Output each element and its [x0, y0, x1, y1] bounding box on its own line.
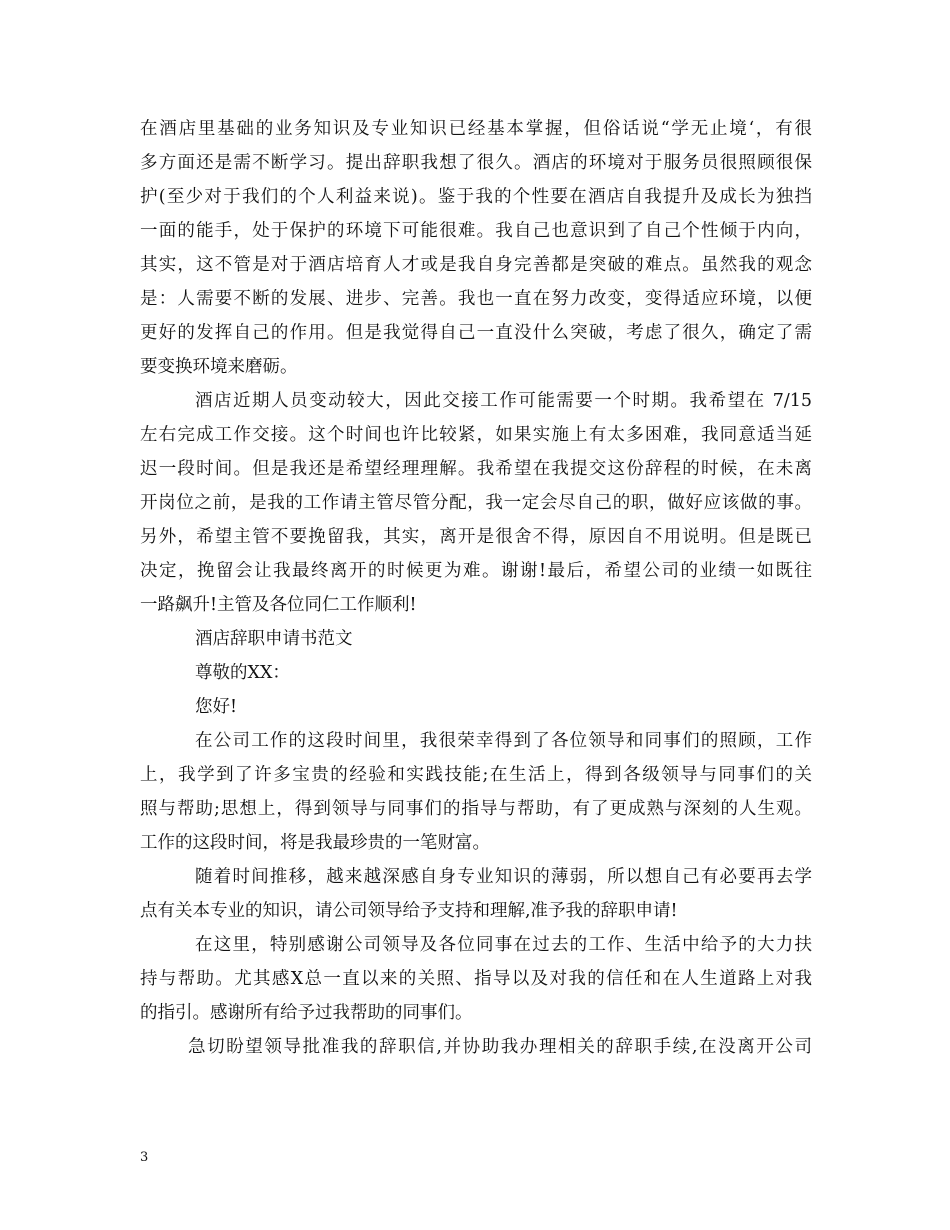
greeting: 您好!	[195, 697, 238, 717]
paragraph-line: 更好的发挥自己的作用。但是我觉得自己一直没什么突破，考虑了很久，确定了需	[140, 323, 812, 343]
paragraph-line: 在这里，特别感谢公司领导及各位同事在过去的工作、生活中给予的大力扶	[195, 935, 812, 955]
paragraph-line: 开岗位之前，是我的工作请主管尽管分配，我一定会尽自己的职，做好应该做的事。	[140, 493, 812, 513]
paragraph-line: 点有关本专业的知识，请公司领导给予支持和理解,准予我的辞职申请!	[140, 901, 678, 921]
paragraph-line: 护(至少对于我们的个人利益来说)。鉴于我的个性要在酒店自我提升及成长为独挡	[140, 187, 812, 207]
paragraph-line: 是：人需要不断的发展、进步、完善。我也一直在努力改变，变得适应环境，以便	[140, 289, 812, 309]
paragraph-line: 酒店近期人员变动较大，因此交接工作可能需要一个时期。我希望在 7/15	[195, 391, 812, 411]
paragraph-line: 一路飙升!主管及各位同仁工作顺利!	[140, 595, 417, 615]
paragraph-line: 照与帮助;思想上，得到领导与同事们的指导与帮助，有了更成熟与深刻的人生观。	[140, 799, 812, 819]
paragraph-line: 要变换环境来磨砺。	[140, 357, 298, 377]
paragraph-line: 决定，挽留会让我最终离开的时候更为难。谢谢!最后，希望公司的业绩一如既往	[140, 561, 812, 581]
paragraph-line: 另外，希望主管不要挽留我，其实，离开是很舍不得，原因自不用说明。但是既已	[140, 527, 812, 547]
paragraph-line: 迟一段时间。但是我还是希望经理理解。我希望在我提交这份辞程的时候，在未离	[140, 459, 812, 479]
paragraph-line: 急切盼望领导批准我的辞职信,并协助我办理相关的辞职手续,在没离开公司	[188, 1037, 812, 1057]
paragraph-line: 左右完成工作交接。这个时间也许比较紧，如果实施上有太多困难，我同意适当延	[140, 425, 812, 445]
paragraph-line: 一面的能手，处于保护的环境下可能很难。我自己也意识到了自己个性倾于内向，	[140, 221, 812, 241]
paragraph-line: 的指引。感谢所有给予过我帮助的同事们。	[140, 1003, 473, 1023]
page-number: 3	[140, 1150, 149, 1165]
paragraph-line: 工作的这段时间，将是我最珍贵的一笔财富。	[140, 833, 490, 853]
salutation: 尊敬的XX：	[195, 663, 290, 683]
paragraph-line: 在公司工作的这段时间里，我很荣幸得到了各位领导和同事们的照顾，工作	[195, 731, 812, 751]
paragraph-line: 持与帮助。尤其感X总一直以来的关照、指导以及对我的信任和在人生道路上对我	[140, 969, 812, 989]
paragraph-line: 其实，这不管是对于酒店培育人才或是我自身完善都是突破的难点。虽然我的观念	[140, 255, 812, 275]
paragraph-line: 随着时间推移，越来越深感自身专业知识的薄弱，所以想自己有必要再去学	[195, 867, 812, 887]
paragraph-line: 多方面还是需不断学习。提出辞职我想了很久。酒店的环境对于服务员很照顾很保	[140, 153, 812, 173]
section-title: 酒店辞职申请书范文	[195, 629, 353, 649]
paragraph-line: 在酒店里基础的业务知识及专业知识已经基本掌握，但俗话说“学无止境‘，有很	[140, 119, 812, 139]
paragraph-line: 上，我学到了许多宝贵的经验和实践技能;在生活上，得到各级领导与同事们的关	[140, 765, 812, 785]
